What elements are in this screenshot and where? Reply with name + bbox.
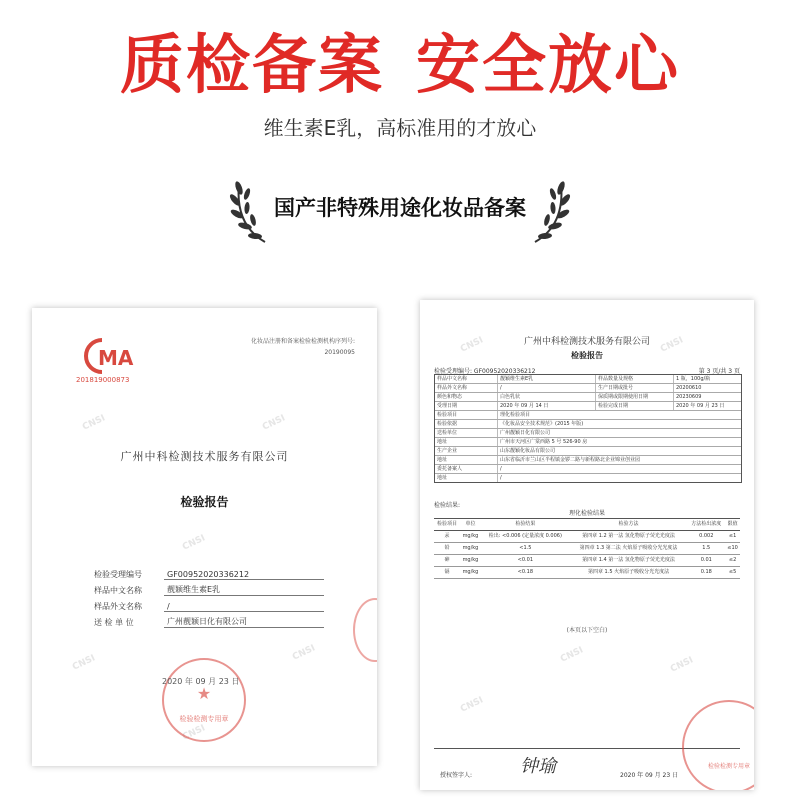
signature: 钟瑜 (520, 756, 556, 777)
field-value: 广州靓颖日化有限公司 (164, 616, 324, 628)
info-row (435, 411, 741, 420)
cma-logo-text: MA (98, 346, 134, 370)
report-date: 2020 年 09 月 23 日 (162, 677, 240, 686)
table-cell: ≤10 (725, 543, 740, 555)
field-value: GF00952020336212 (164, 570, 324, 580)
report-results-page (420, 300, 754, 790)
column-header: 限值 (725, 519, 740, 531)
registration-note (251, 336, 355, 358)
info-label: 保质期或限期使用日期 (596, 393, 674, 401)
field-value: 靓颖维生素E乳 (164, 584, 324, 596)
info-row (435, 456, 741, 465)
seam-seal-icon (353, 598, 377, 662)
field-label: 样品中文名称 (94, 586, 142, 595)
subhead: 维生素E乳，高标准用的才放心 (263, 116, 537, 140)
report-title: 检验报告 (571, 351, 603, 360)
field-label: 送 检 单 位 (94, 618, 134, 627)
table-cell: 0.002 (687, 531, 725, 543)
info-value: 理化检验项目 (500, 412, 531, 418)
table-cell: mg/kg (460, 543, 481, 555)
info-label: 地址 (435, 474, 498, 482)
table-cell: <0.18 (481, 567, 570, 579)
info-value: / (500, 466, 502, 472)
report-cover-page (32, 308, 377, 766)
table-cell: <1.5 (481, 543, 570, 555)
info-label: 颜色和物态 (435, 393, 498, 401)
table-cell: 砷 (434, 555, 460, 567)
info-label: 地址 (435, 438, 498, 446)
info-value: 靓颖维生素E乳 (498, 375, 596, 383)
table-row (434, 543, 740, 555)
table-cell: 第四章 1.3 第二法 火焰原子吸收分光光度法 (570, 543, 688, 555)
info-label: 样品中文名称 (435, 375, 498, 383)
info-row (435, 375, 741, 384)
field-label: 检验受理编号 (94, 570, 142, 579)
info-value: 2020 年 09 月 14 日 (498, 402, 596, 410)
field-label: 样品外文名称 (94, 602, 142, 611)
page-number: 第 3 页/共 3 页 (698, 368, 740, 375)
watermark-icon: CNSI (261, 413, 287, 433)
info-label: 地址 (435, 456, 498, 464)
watermark-icon: CNSI (81, 413, 107, 433)
info-label: 样品数量及规格 (596, 375, 674, 383)
headline (0, 14, 800, 106)
column-header: 检验方法 (570, 519, 688, 531)
sample-info-table (434, 374, 742, 483)
info-label: 样品外文名称 (435, 384, 498, 392)
headline-part1: 质检备案 (120, 29, 384, 103)
field-row (94, 596, 324, 612)
info-row (435, 447, 741, 456)
info-value: 广州市天河区广棠西路 5 号 526-90 房 (500, 439, 588, 445)
table-row (434, 567, 740, 579)
info-row (435, 438, 741, 447)
info-value: / (498, 384, 596, 392)
approver-label: 授权签字人: (440, 772, 473, 779)
info-value: 20200610 (676, 385, 702, 391)
table-cell: 第四章 1.5 火焰原子吸收分光光度法 (570, 567, 688, 579)
cma-number: 201819000873 (76, 376, 130, 384)
info-value: 2020 年 09 月 23 日 (676, 403, 725, 409)
approval-date: 2020 年 09 月 23 日 (620, 772, 679, 779)
watermark-icon: CNSI (459, 335, 485, 355)
cma-logo-icon (80, 336, 144, 376)
table-header-row (434, 519, 740, 531)
info-value: 广州靓颖日化有限公司 (500, 430, 551, 436)
table-cell: 铅 (434, 543, 460, 555)
headline-part2: 安全放心 (416, 29, 680, 103)
table-cell: mg/kg (460, 531, 481, 543)
table-row (434, 531, 740, 543)
info-value: 白色乳状 (498, 393, 596, 401)
table-cell: 0.01 (687, 555, 725, 567)
table-cell: ≤1 (725, 531, 740, 543)
info-row (435, 465, 741, 474)
table-cell: <0.01 (481, 555, 570, 567)
column-header: 单位 (460, 519, 481, 531)
results-title: 理化检验结果 (568, 510, 605, 517)
field-row (94, 564, 324, 580)
seal-text: 检验检测专用章 (179, 715, 229, 723)
info-row (435, 420, 741, 429)
info-row (435, 429, 741, 438)
table-cell: 第四章 1.4 第一法 氢化物原子荧光光度法 (570, 555, 688, 567)
table-cell: 0.18 (687, 567, 725, 579)
watermark-icon: CNSI (459, 695, 485, 715)
field-value: / (164, 602, 324, 612)
table-cell: ≤2 (725, 555, 740, 567)
company-name: 广州中科检测技术服务有限公司 (523, 337, 650, 347)
star-icon: ★ (196, 684, 212, 703)
seal-text: 检验检测专用章 (707, 763, 750, 770)
info-label: 检验项目 (435, 411, 498, 419)
info-label: 生产日期或批号 (596, 384, 674, 392)
table-cell: 检出: <0.006 (定量浓度 0.006) (481, 531, 570, 543)
table-cell: ≤5 (725, 567, 740, 579)
info-value: 山东省临沂市兰山区半程镇金锣二路与新程路北企业锦业创业园 (500, 457, 641, 463)
field-row (94, 612, 324, 628)
table-cell: 镉 (434, 567, 460, 579)
info-label: 送检单位 (435, 429, 498, 437)
reference-number: 检验受理编号: GF00952020336212 (434, 368, 536, 375)
info-row (435, 393, 741, 402)
results-label: 检验结果: (434, 502, 461, 509)
info-value: 1 瓶，100g/瓶 (676, 376, 711, 382)
official-seal (682, 700, 754, 790)
table-cell: 第四章 1.2 第一法 氢化物原子荧光光度法 (570, 531, 688, 543)
report-title: 检验报告 (180, 495, 229, 509)
column-header: 检验结果 (481, 519, 570, 531)
watermark-icon: CNSI (291, 643, 317, 663)
info-value: / (500, 475, 502, 481)
info-row (435, 474, 741, 482)
report-fields (94, 564, 324, 628)
blank-below-note: (本页以下空白) (566, 627, 608, 634)
table-row (434, 555, 740, 567)
info-value: 20230609 (676, 394, 702, 400)
registration-note-line2: 20190095 (324, 349, 355, 356)
info-row (435, 402, 741, 411)
table-cell: 汞 (434, 531, 460, 543)
watermark-icon: CNSI (659, 335, 685, 355)
watermark-icon: CNSI (669, 655, 695, 675)
laurel-right-icon (525, 170, 575, 246)
company-name: 广州中科检测技术服务有限公司 (120, 450, 289, 463)
info-label: 生产企业 (435, 447, 498, 455)
watermark-icon: CNSI (559, 645, 585, 665)
watermark-icon: CNSI (71, 653, 97, 673)
column-header: 方法检出浓度 (687, 519, 725, 531)
info-row (435, 384, 741, 393)
results-table (434, 518, 740, 579)
registration-note-line1: 化妆品注册和备案检验检测机构序列号: (250, 338, 355, 345)
info-value: 《化妆品安全技术规范》(2015 年版) (500, 421, 584, 427)
watermark-icon: CNSI (181, 533, 207, 553)
field-row (94, 580, 324, 596)
info-label: 检验依据 (435, 420, 498, 428)
info-label: 委托备案人 (435, 465, 498, 473)
info-label: 检验完成日期 (596, 402, 674, 410)
table-cell: mg/kg (460, 555, 481, 567)
filing-badge (225, 170, 575, 246)
table-cell: mg/kg (460, 567, 481, 579)
info-label: 受理日期 (435, 402, 498, 410)
official-seal (162, 658, 246, 742)
column-header: 检验项目 (434, 519, 460, 531)
badge-text: 国产非特殊用途化妆品备案 (274, 196, 526, 220)
watermark-icon: CNSI (181, 723, 207, 743)
table-cell: 1.5 (687, 543, 725, 555)
info-value: 山东靓颖化妆品有限公司 (500, 448, 556, 454)
